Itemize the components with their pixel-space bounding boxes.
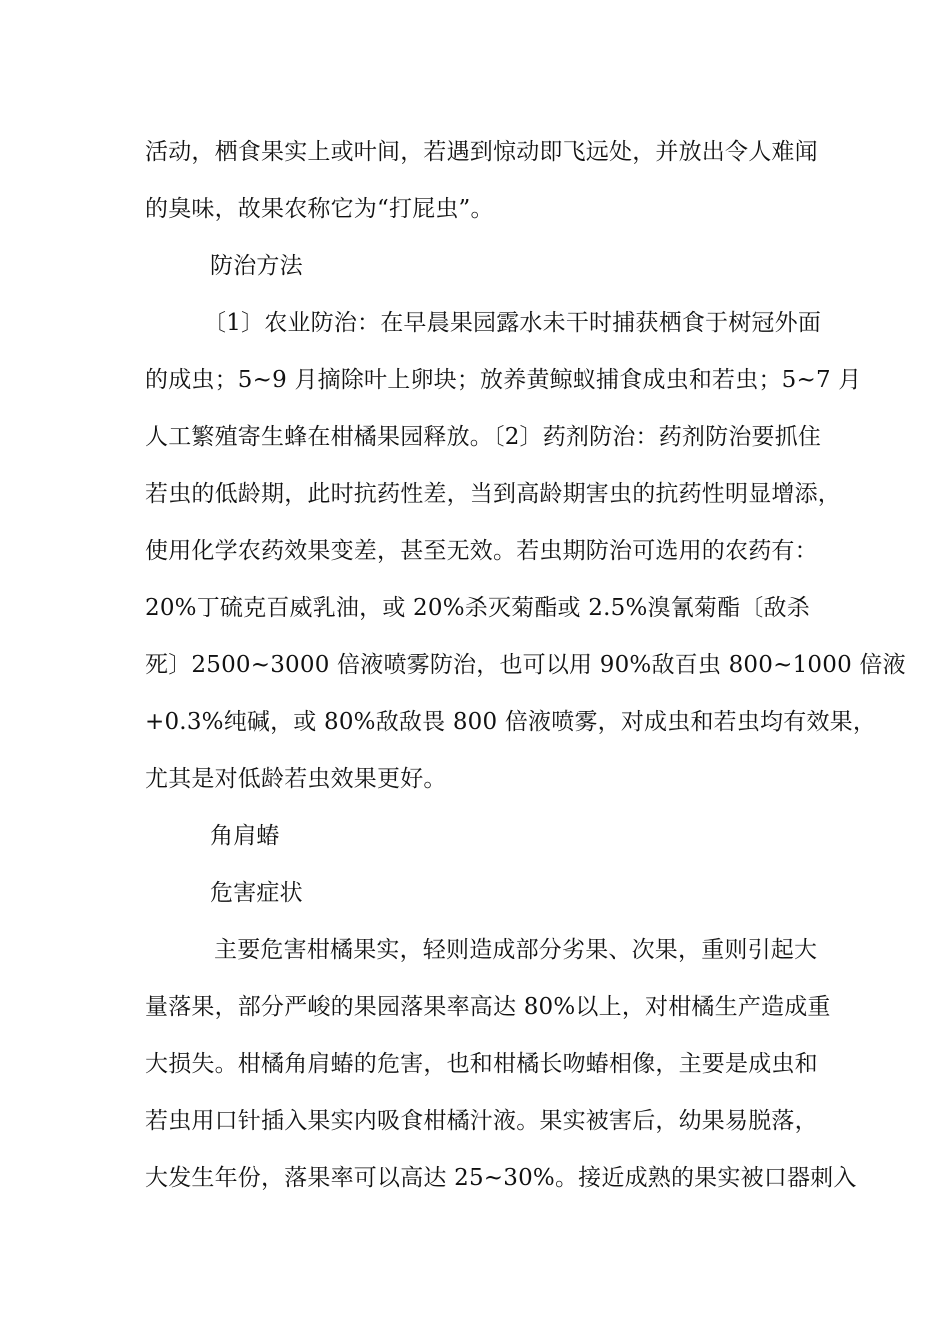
text-line-8: 使用化学农药效果变差，甚至无效。若虫期防治可选用的农药有： bbox=[145, 538, 818, 564]
text-line-15: 主要危害柑橘果实，轻则造成部分劣果、次果，重则引起大 bbox=[214, 937, 818, 963]
text-line-2: 的臭味，故果农称它为“打屁虫”。 bbox=[145, 196, 494, 222]
text-line-5: 的成虫；5~9 月摘除叶上卵块；放养黄鲸蚁捕食成虫和若虫；5~7 月 bbox=[145, 367, 862, 393]
text-line-7: 若虫的低龄期，此时抗药性差，当到高龄期害虫的抗药性明显增添， bbox=[145, 481, 841, 507]
text-line-12: 尤其是对低龄若虫效果更好。 bbox=[145, 766, 447, 792]
text-line-6: 人工繁殖寄生蜂在柑橘果园释放。〔2〕药剂防治：药剂防治要抓住 bbox=[145, 424, 822, 450]
section-heading-prevention: 防治方法 bbox=[210, 253, 303, 279]
text-line-18: 若虫用口针插入果实内吸食柑橘汁液。果实被害后，幼果易脱落， bbox=[145, 1108, 818, 1134]
section-heading-pest: 角肩蝽 bbox=[210, 823, 280, 849]
text-line-10: 死〕2500~3000 倍液喷雾防治，也可以用 90%敌百虫 800~1000 倍液 bbox=[145, 652, 906, 678]
text-line-4: 〔1〕农业防治：在早晨果园露水未干时捕获栖食于树冠外面 bbox=[203, 310, 822, 336]
text-line-1: 活动，栖食果实上或叶间，若遇到惊动即飞远处，并放出令人难闻 bbox=[145, 139, 818, 165]
text-line-9: 20%丁硫克百威乳油，或 20%杀灭菊酯或 2.5%溴氰菊酯〔敌杀 bbox=[145, 595, 810, 621]
text-line-11: +0.3%纯碱，或 80%敌敌畏 800 倍液喷雾，对成虫和若虫均有效果， bbox=[145, 709, 877, 735]
text-line-17: 大损失。柑橘角肩蝽的危害，也和柑橘长吻蝽相像，主要是成虫和 bbox=[145, 1051, 818, 1077]
text-line-19: 大发生年份，落果率可以高达 25~30%。接近成熟的果实被口器刺入 bbox=[145, 1165, 857, 1191]
text-line-16: 量落果，部分严峻的果园落果率高达 80%以上，对柑橘生产造成重 bbox=[145, 994, 831, 1020]
section-heading-symptoms: 危害症状 bbox=[210, 880, 303, 906]
